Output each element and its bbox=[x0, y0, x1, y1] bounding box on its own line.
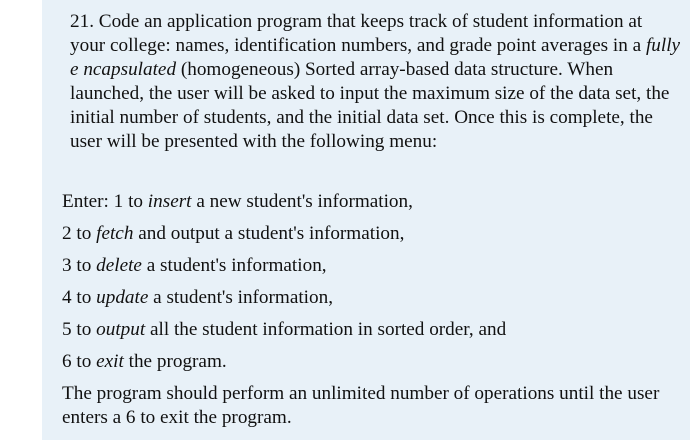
problem-number: 21. bbox=[70, 11, 94, 32]
problem-text-part-2: (homogeneous) Sorted array-based data structure. When launched, the user will be asked to input the maximum size of the data set, the initial number of students, and the initial data set. Once this is complete, the user will be presented with the following menu: bbox=[70, 59, 670, 152]
menu-prefix: 5 to bbox=[62, 319, 97, 340]
menu-suffix: the program. bbox=[123, 351, 227, 372]
menu-option-insert bbox=[62, 190, 413, 214]
menu-prefix: 4 to bbox=[62, 287, 97, 308]
menu-prefix: Enter: 1 to bbox=[62, 191, 148, 212]
menu-prefix: 3 to bbox=[62, 255, 97, 276]
menu-prefix: 6 to bbox=[62, 351, 97, 372]
question-panel bbox=[42, 0, 690, 440]
problem-emphasis: fully e ncapsulated bbox=[70, 35, 681, 80]
menu-keyword: update bbox=[96, 287, 149, 308]
menu-prefix: 2 to bbox=[62, 223, 97, 244]
menu-suffix: a student's information, bbox=[148, 287, 334, 308]
menu-keyword: output bbox=[96, 319, 146, 340]
menu-keyword: insert bbox=[147, 191, 192, 212]
menu-keyword: delete bbox=[96, 255, 142, 276]
menu-keyword: exit bbox=[96, 351, 124, 372]
menu-suffix: and output a student's information, bbox=[133, 223, 405, 244]
menu-suffix: a student's information, bbox=[141, 255, 327, 276]
menu-option-delete bbox=[62, 254, 327, 278]
problem-statement bbox=[70, 10, 682, 154]
menu-keyword: fetch bbox=[96, 223, 134, 244]
closing-paragraph: The program should perform an unlimited number of operations until the user enters a 6 to exit the program. bbox=[62, 383, 660, 428]
menu-option-update bbox=[62, 286, 333, 310]
menu-option-exit bbox=[62, 350, 227, 374]
menu-option-output bbox=[62, 318, 506, 342]
problem-text-part-1: Code an application program that keeps track of student information at your college: names, identification numbers, and grade point averages in a bbox=[70, 11, 646, 56]
menu-option-fetch bbox=[62, 222, 404, 246]
menu-suffix: all the student information in sorted order, and bbox=[145, 319, 507, 340]
menu-suffix: a new student's information, bbox=[191, 191, 413, 212]
